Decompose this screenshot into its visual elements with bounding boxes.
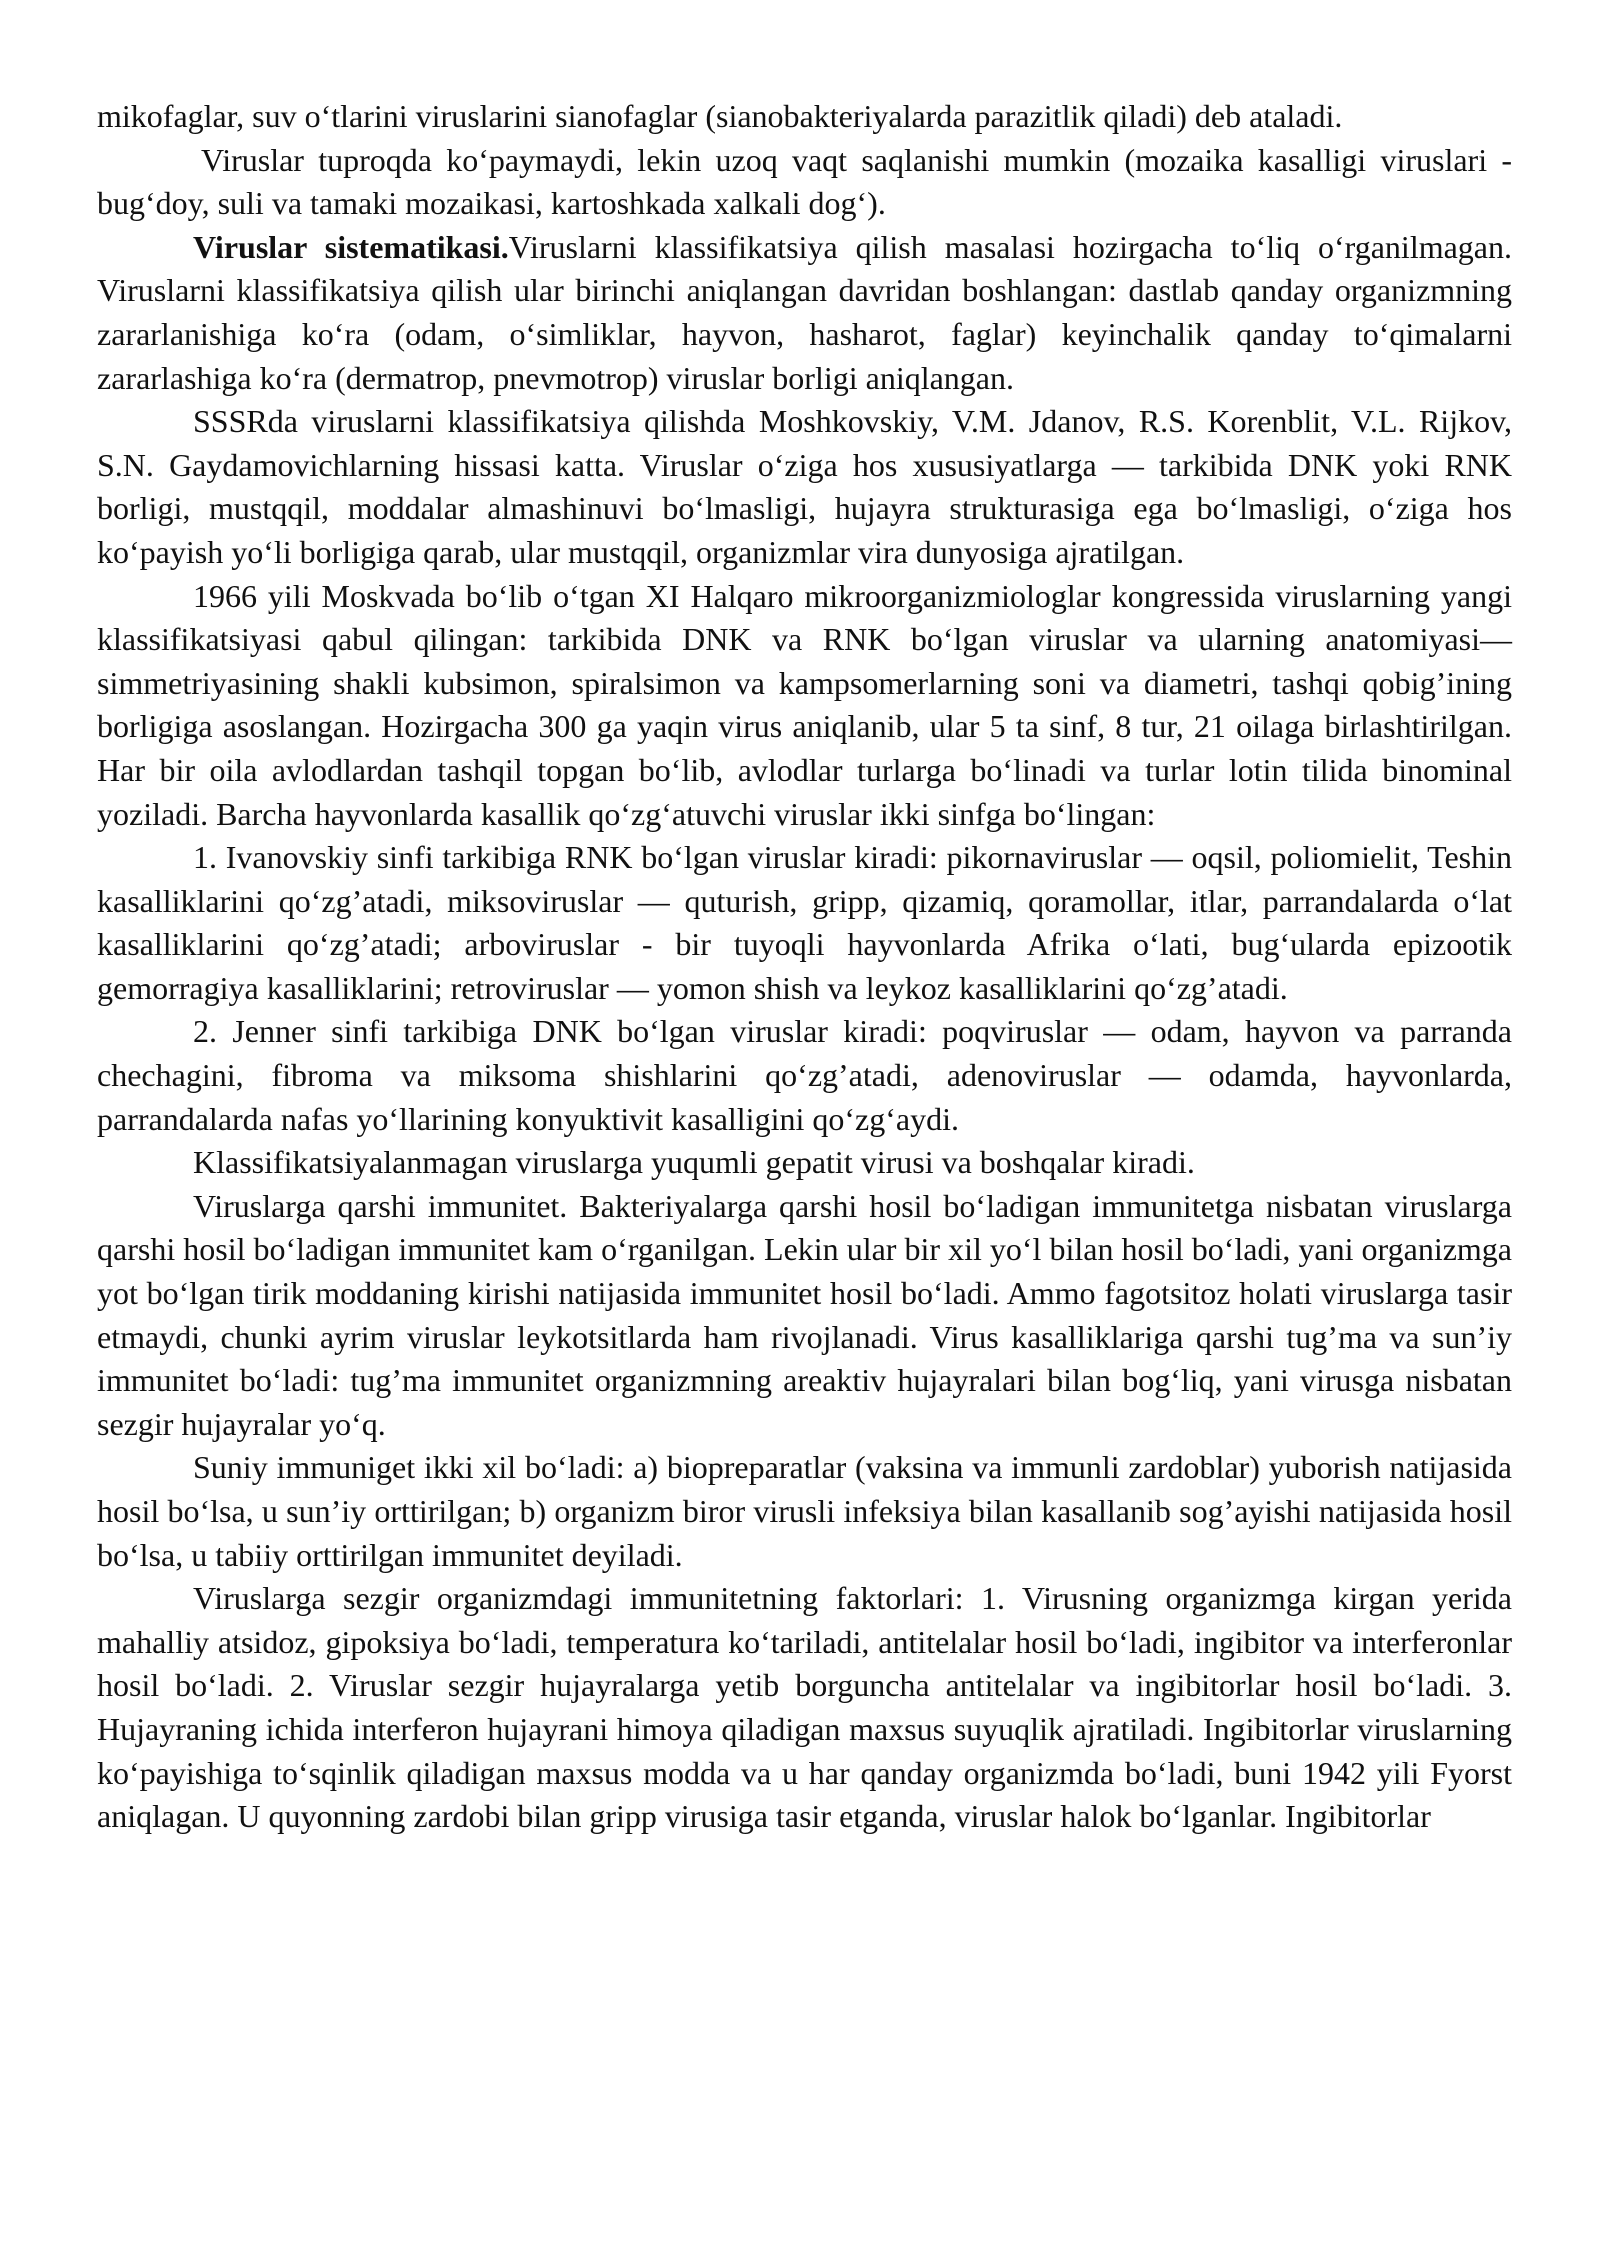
paragraph-3-text: Viruslarni klassifikatsiya qilish masalasi hozirgacha to‘liq o‘rganilmagan. Viruslarni klassifikatsiya qilish ular birinchi aniqlangan davridan boshlangan: dastlab qanday organizmning zararlanishiga ko‘ra (odam, o‘simliklar, hayvon, hasharot, faglar) keyinchalik qanday to‘qimalarni zararlashiga ko‘ra (dermatrop, pnevmotrop) viruslar borligi aniqlangan. <box>97 228 1513 396</box>
paragraph-8: Klassifikatsiyalanmagan viruslarga yuqumli gepatit virusi va boshqalar kiradi. <box>193 1144 1195 1181</box>
document-page <box>97 95 1512 1839</box>
section-heading-virus-systematics: Viruslar sistematikasi. <box>193 228 509 265</box>
paragraph-7: 2. Jenner sinfi tarkibiga DNK bo‘lgan viruslar kiradi: poqviruslar — odam, hayvon va parranda chechagini, fibroma va miksoma shishlarini qo‘zg’atadi, adenoviruslar — odamda, hayvonlarda, parrandalarda nafas yo‘llarining konyuktivit kasalligini qo‘zg‘aydi. <box>97 1013 1512 1137</box>
paragraph-9: Viruslarga qarshi immunitet. Bakteriyalarga qarshi hosil bo‘ladigan immunitetga nisbatan viruslarga qarshi hosil bo‘ladigan immunitet kam o‘rganilgan. Lekin ular bir xil yo‘l bilan hosil bo‘ladi, yani organizmga yot bo‘lgan tirik moddaning kirishi natijasida immunitet hosil bo‘ladi. Ammo fagotsitoz holati viruslarga tasir etmaydi, chunki ayrim viruslar leykotsitlarda ham rivojlanadi. Virus kasalliklariga qarshi tug’ma va sun’iy immunitet bo‘ladi: tug’ma immunitet organizmning areaktiv hujayralari bilan bog‘liq, yani virusga nisbatan sezgir hujayralar yo‘q. <box>97 1187 1512 1442</box>
paragraph-3 <box>97 226 1512 400</box>
paragraph-11: Viruslarga sezgir organizmdagi immunitetning faktorlari: 1. Virusning organizmga kirgan yerida mahalliy atsidoz, gipoksiya bo‘ladi, temperatura ko‘tariladi, antitelalar hosil bo‘ladi, ingibitor va interferonlar hosil bo‘ladi. 2. Viruslar sezgir hujayralarga yetib borguncha antitelalar va ingibitorlar hosil bo‘ladi. 3. Hujayraning ichida interferon hujayrani himoya qiladigan maxsus suyuqlik ajratiladi. Ingibitorlar viruslarning ko‘payishiga to‘sqinlik qiladigan maxsus modda va u har qanday organizmda bo‘ladi, buni 1942 yili Fyorst aniqlagan. U quyonning zardobi bilan gripp virusiga tasir etganda, viruslar halok bo‘lganlar. Ingibitorlar <box>97 1580 1512 1835</box>
paragraph-6: 1. Ivanovskiy sinfi tarkibiga RNK bo‘lgan viruslar kiradi: pikornaviruslar — oqsil, poliomielit, Teshin kasalliklarini qo‘zg’atadi, miksoviruslar — quturish, gripp, qizamiq, qoramollar, itlar, parrandalarda o‘lat kasalliklarini qo‘zg’atadi; arboviruslar - bir tuyoqli hayvonlarda Afrika o‘lati, bug‘ularda epizootik gemorragiya kasalliklarini; retroviruslar — yomon shish va leykoz kasalliklarini qo‘zg’atadi. <box>97 839 1512 1006</box>
paragraph-4: SSSRda viruslarni klassifikatsiya qilishda Moshkovskiy, V.M. Jdanov, R.S. Korenblit, V.L. Rijkov, S.N. Gaydamovichlarning hissasi katta. Viruslar o‘ziga hos xususiyatlarga — tarkibida DNK yoki RNK borligi, mustqqil, moddalar almashinuvi bo‘lmasligi, hujayra strukturasiga ega bo‘lmasligi, o‘ziga hos ko‘payish yo‘li borligiga qarab, ular mustqqil, organizmlar vira dunyosiga ajratilgan. <box>97 403 1512 570</box>
paragraph-10: Suniy immuniget ikki xil bo‘ladi: a) biopreparatlar (vaksina va immunli zardoblar) yuborish natijasida hosil bo‘lsa, u sun’iy orttirilgan; b) organizm biror virusli infeksiya bilan kasallanib sog’ayishi natijasida hosil bo‘lsa, u tabiiy orttirilgan immunitet deyiladi. <box>97 1449 1512 1573</box>
paragraph-2: Viruslar tuproqda ko‘paymaydi, lekin uzoq vaqt saqlanishi mumkin (mozaika kasalligi viruslari - bug‘doy, suli va tamaki mozaikasi, kartoshkada xalkali dog‘). <box>97 141 1512 222</box>
paragraph-5: 1966 yili Moskvada bo‘lib o‘tgan XI Halqaro mikroorganizmiologlar kongressida viruslarning yangi klassifikatsiyasi qabul qilingan: tarkibida DNK va RNK bo‘lgan viruslar va ularning anatomiyasi—simmetriyasining shakli kubsimon, spiralsimon va kampsomerlarning soni va diametri, tashqi qobig’ining borligiga asoslangan. Hozirgacha 300 ga yaqin virus aniqlanib, ular 5 ta sinf, 8 tur, 21 oilaga birlashtirilgan. Har bir oila avlodlardan tashqil topgan bo‘lib, avlodlar turlarga bo‘linadi va turlar lotin tilida binominal yoziladi. Barcha hayvonlarda kasallik qo‘zg‘atuvchi viruslar ikki sinfga bo‘lingan: <box>97 577 1512 832</box>
paragraph-1: mikofaglar, suv o‘tlarini viruslarini sianofaglar (sianobakteriyalarda parazitlik qiladi) deb ataladi. <box>97 98 1343 134</box>
